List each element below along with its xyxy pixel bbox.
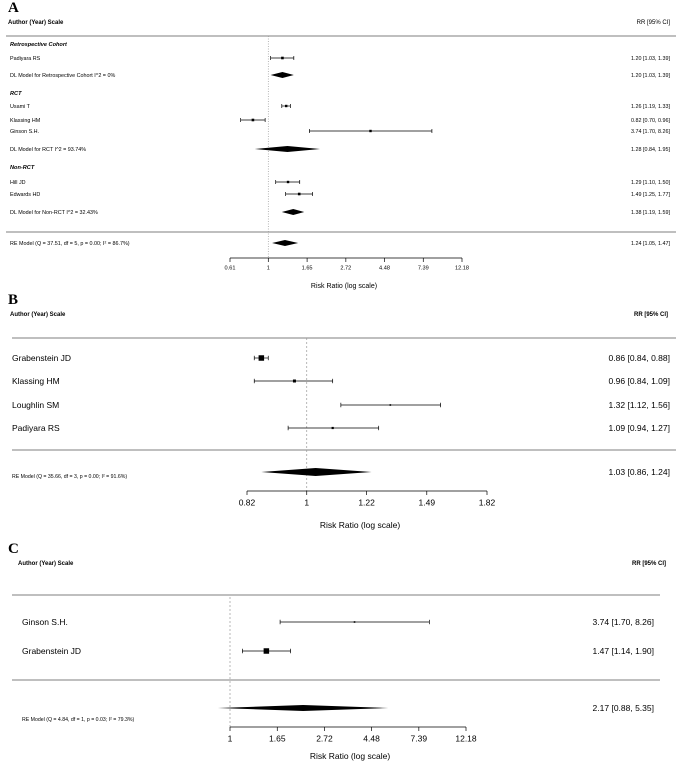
overall-diamond xyxy=(261,468,371,476)
header-left: Author (Year) Scale xyxy=(8,20,64,26)
overall-ci-text: 2.17 [0.88, 5.35] xyxy=(592,702,654,713)
x-tick-label: 1 xyxy=(304,497,310,508)
summary-diamond xyxy=(271,72,294,78)
x-tick-label: 1.65 xyxy=(301,265,313,272)
x-tick-label: 1.49 xyxy=(418,497,436,508)
study-ci-text: 0.82 [0.70, 0.96] xyxy=(631,117,670,124)
study-label: Ginson S.H. xyxy=(22,616,68,627)
point-estimate xyxy=(332,427,334,429)
x-axis-label: Risk Ratio (log scale) xyxy=(309,751,391,761)
header-right: RR [95% CI] xyxy=(636,20,670,26)
study-ci-text: 1.09 [0.94, 1.27] xyxy=(608,422,670,433)
point-estimate xyxy=(252,119,255,122)
x-tick-label: 1.22 xyxy=(358,497,375,508)
point-estimate xyxy=(354,621,356,623)
point-estimate xyxy=(390,404,392,406)
summary-ci-text: 1.38 [1.19, 1.59] xyxy=(631,209,670,216)
study-label: Klassing HM xyxy=(12,375,60,386)
header-right: RR [95% CI] xyxy=(633,312,668,318)
overall-label: RE Model (Q = 37.51, df = 5, p = 0.00; I² = 86.7%) xyxy=(10,240,130,247)
forest-plot-c xyxy=(0,535,678,765)
header-right: RR [95% CI] xyxy=(631,561,666,567)
panel-label: C xyxy=(8,541,19,557)
point-estimate xyxy=(264,648,270,654)
study-ci-text: 3.74 [1.70, 8.26] xyxy=(631,128,670,135)
study-label: Usami T xyxy=(10,103,30,110)
overall-ci-text: 1.03 [0.86, 1.24] xyxy=(608,466,670,477)
x-tick-label: 2.72 xyxy=(340,265,352,272)
study-ci-text: 1.32 [1.12, 1.56] xyxy=(608,399,670,410)
overall-diamond xyxy=(218,705,388,711)
x-tick-label: 0.61 xyxy=(224,265,236,272)
summary-diamond xyxy=(255,146,320,152)
panel-b xyxy=(0,290,678,535)
study-label: Padiyara RS xyxy=(12,422,60,433)
study-label: Ginson S.H. xyxy=(10,128,40,135)
subgroup-heading: Retrospective Cohort xyxy=(10,42,67,48)
point-estimate xyxy=(259,355,265,361)
x-axis-label: Risk Ratio (log scale) xyxy=(310,283,378,290)
study-label: Hill JD xyxy=(10,179,26,186)
point-estimate xyxy=(369,130,371,132)
study-label: Grabenstein JD xyxy=(12,352,72,363)
x-tick-label: 2.72 xyxy=(316,733,333,744)
study-label: Klassing HM xyxy=(10,117,41,124)
summary-ci-text: 1.20 [1.03, 1.39] xyxy=(631,72,670,79)
x-tick-label: 7.39 xyxy=(417,265,429,272)
study-ci-text: 0.96 [0.84, 1.09] xyxy=(608,375,670,386)
study-label: Loughlin SM xyxy=(12,399,60,410)
overall-ci-text: 1.24 [1.05, 1.47] xyxy=(631,240,670,247)
panel-c xyxy=(0,535,678,765)
study-label: Padiyara RS xyxy=(10,55,41,62)
study-ci-text: 3.74 [1.70, 8.26] xyxy=(592,616,654,627)
x-tick-label: 4.48 xyxy=(379,265,390,272)
header-left: Author (Year) Scale xyxy=(18,561,74,567)
study-ci-text: 0.86 [0.84, 0.88] xyxy=(608,352,670,363)
x-tick-label: 1.65 xyxy=(269,733,286,744)
subgroup-heading: RCT xyxy=(10,91,22,97)
subgroup-heading: Non-RCT xyxy=(10,165,35,171)
forest-plot-b xyxy=(0,290,678,535)
point-estimate xyxy=(285,105,287,107)
overall-diamond xyxy=(272,240,298,246)
x-tick-label: 1 xyxy=(227,733,233,744)
x-tick-label: 4.48 xyxy=(363,733,380,744)
summary-ci-text: 1.28 [0.84, 1.95] xyxy=(631,146,670,153)
summary-diamond xyxy=(282,209,304,215)
overall-label: RE Model (Q = 4.84, df = 1, p = 0.03; I² = 79.3%) xyxy=(22,716,135,723)
study-label: Grabenstein JD xyxy=(22,645,82,656)
panel-a xyxy=(0,0,678,300)
header-left: Author (Year) Scale xyxy=(10,312,66,318)
study-ci-text: 1.47 [1.14, 1.90] xyxy=(592,645,654,656)
overall-label: RE Model (Q = 35.66, df = 3, p = 0.00; I² = 91.6%) xyxy=(12,473,128,480)
summary-label: DL Model for Non-RCT I^2 = 32.43% xyxy=(10,209,98,216)
x-axis-label: Risk Ratio (log scale) xyxy=(319,520,401,530)
x-tick-label: 12.18 xyxy=(455,265,469,272)
panel-label: A xyxy=(8,0,19,16)
x-tick-label: 7.39 xyxy=(410,733,428,744)
study-ci-text: 1.26 [1.19, 1.33] xyxy=(631,103,670,110)
forest-plot-a xyxy=(0,0,678,300)
study-ci-text: 1.49 [1.25, 1.77] xyxy=(631,191,670,198)
point-estimate xyxy=(287,181,289,183)
x-tick-label: 1 xyxy=(266,265,270,272)
summary-label: DL Model for RCT I^2 = 93.74% xyxy=(10,146,87,153)
x-tick-label: 0.82 xyxy=(238,497,256,508)
panel-label: B xyxy=(8,292,19,308)
x-tick-label: 1.82 xyxy=(478,497,496,508)
point-estimate xyxy=(298,193,301,196)
point-estimate xyxy=(293,380,296,383)
point-estimate xyxy=(281,57,284,60)
x-tick-label: 12.18 xyxy=(455,733,477,744)
summary-label: DL Model for Retrospective Cohort I^2 = 0% xyxy=(10,72,116,79)
study-ci-text: 1.20 [1.03, 1.39] xyxy=(631,55,670,62)
study-ci-text: 1.29 [1.10, 1.50] xyxy=(631,179,670,186)
study-label: Edwards HD xyxy=(10,191,41,198)
